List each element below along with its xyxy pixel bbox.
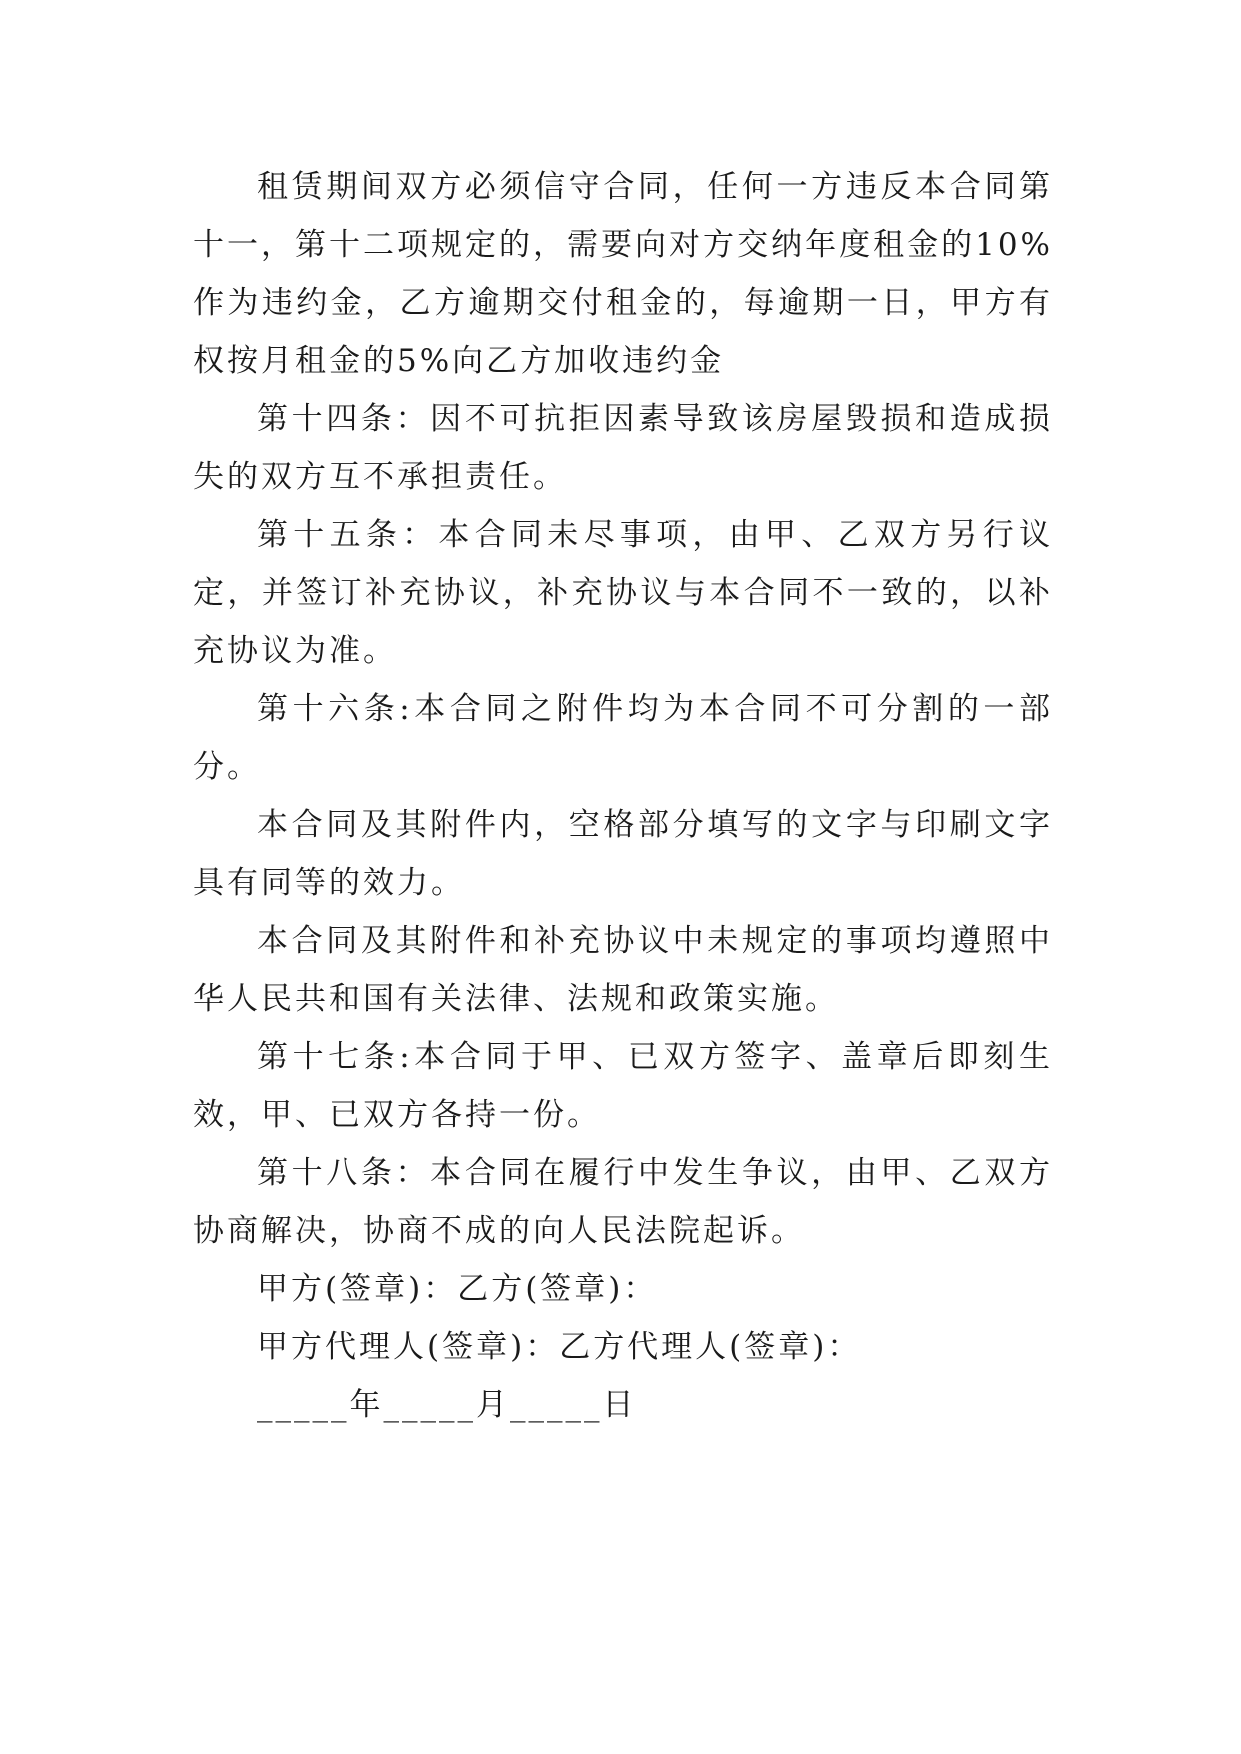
document-body <box>193 158 1053 1434</box>
clause-16-blanks: 本合同及其附件内，空格部分填写的文字与印刷文字具有同等的效力。 <box>193 807 1053 901</box>
clause-16: 第十六条:本合同之附件均为本合同不可分割的一部分。 <box>193 691 1053 785</box>
clause-penalty: 租赁期间双方必须信守合同，任何一方违反本合同第十一，第十二项规定的，需要向对方交纳年度租金的10%作为违约金，乙方逾期交付租金的，每逾期一日，甲方有权按月租金的5%向乙方加收违约金 <box>193 169 1053 379</box>
clause-18: 第十八条：本合同在履行中发生争议，由甲、乙双方协商解决，协商不成的向人民法院起诉。 <box>193 1155 1053 1249</box>
signature-parties: 甲方(签章)：乙方(签章)： <box>257 1271 658 1307</box>
signature-agents: 甲方代理人(签章)：乙方代理人(签章)： <box>257 1329 862 1365</box>
signature-date: _____年_____月_____日 <box>257 1387 637 1423</box>
clause-17: 第十七条:本合同于甲、已双方签字、盖章后即刻生效，甲、已双方各持一份。 <box>193 1039 1053 1133</box>
clause-15: 第十五条：本合同未尽事项，由甲、乙双方另行议定，并签订补充协议，补充协议与本合同不一致的，以补充协议为准。 <box>193 517 1053 669</box>
clause-14: 第十四条：因不可抗拒因素导致该房屋毁损和造成损失的双方互不承担责任。 <box>193 401 1053 495</box>
clause-16-law: 本合同及其附件和补充协议中未规定的事项均遵照中华人民共和国有关法律、法规和政策实施。 <box>193 923 1053 1017</box>
